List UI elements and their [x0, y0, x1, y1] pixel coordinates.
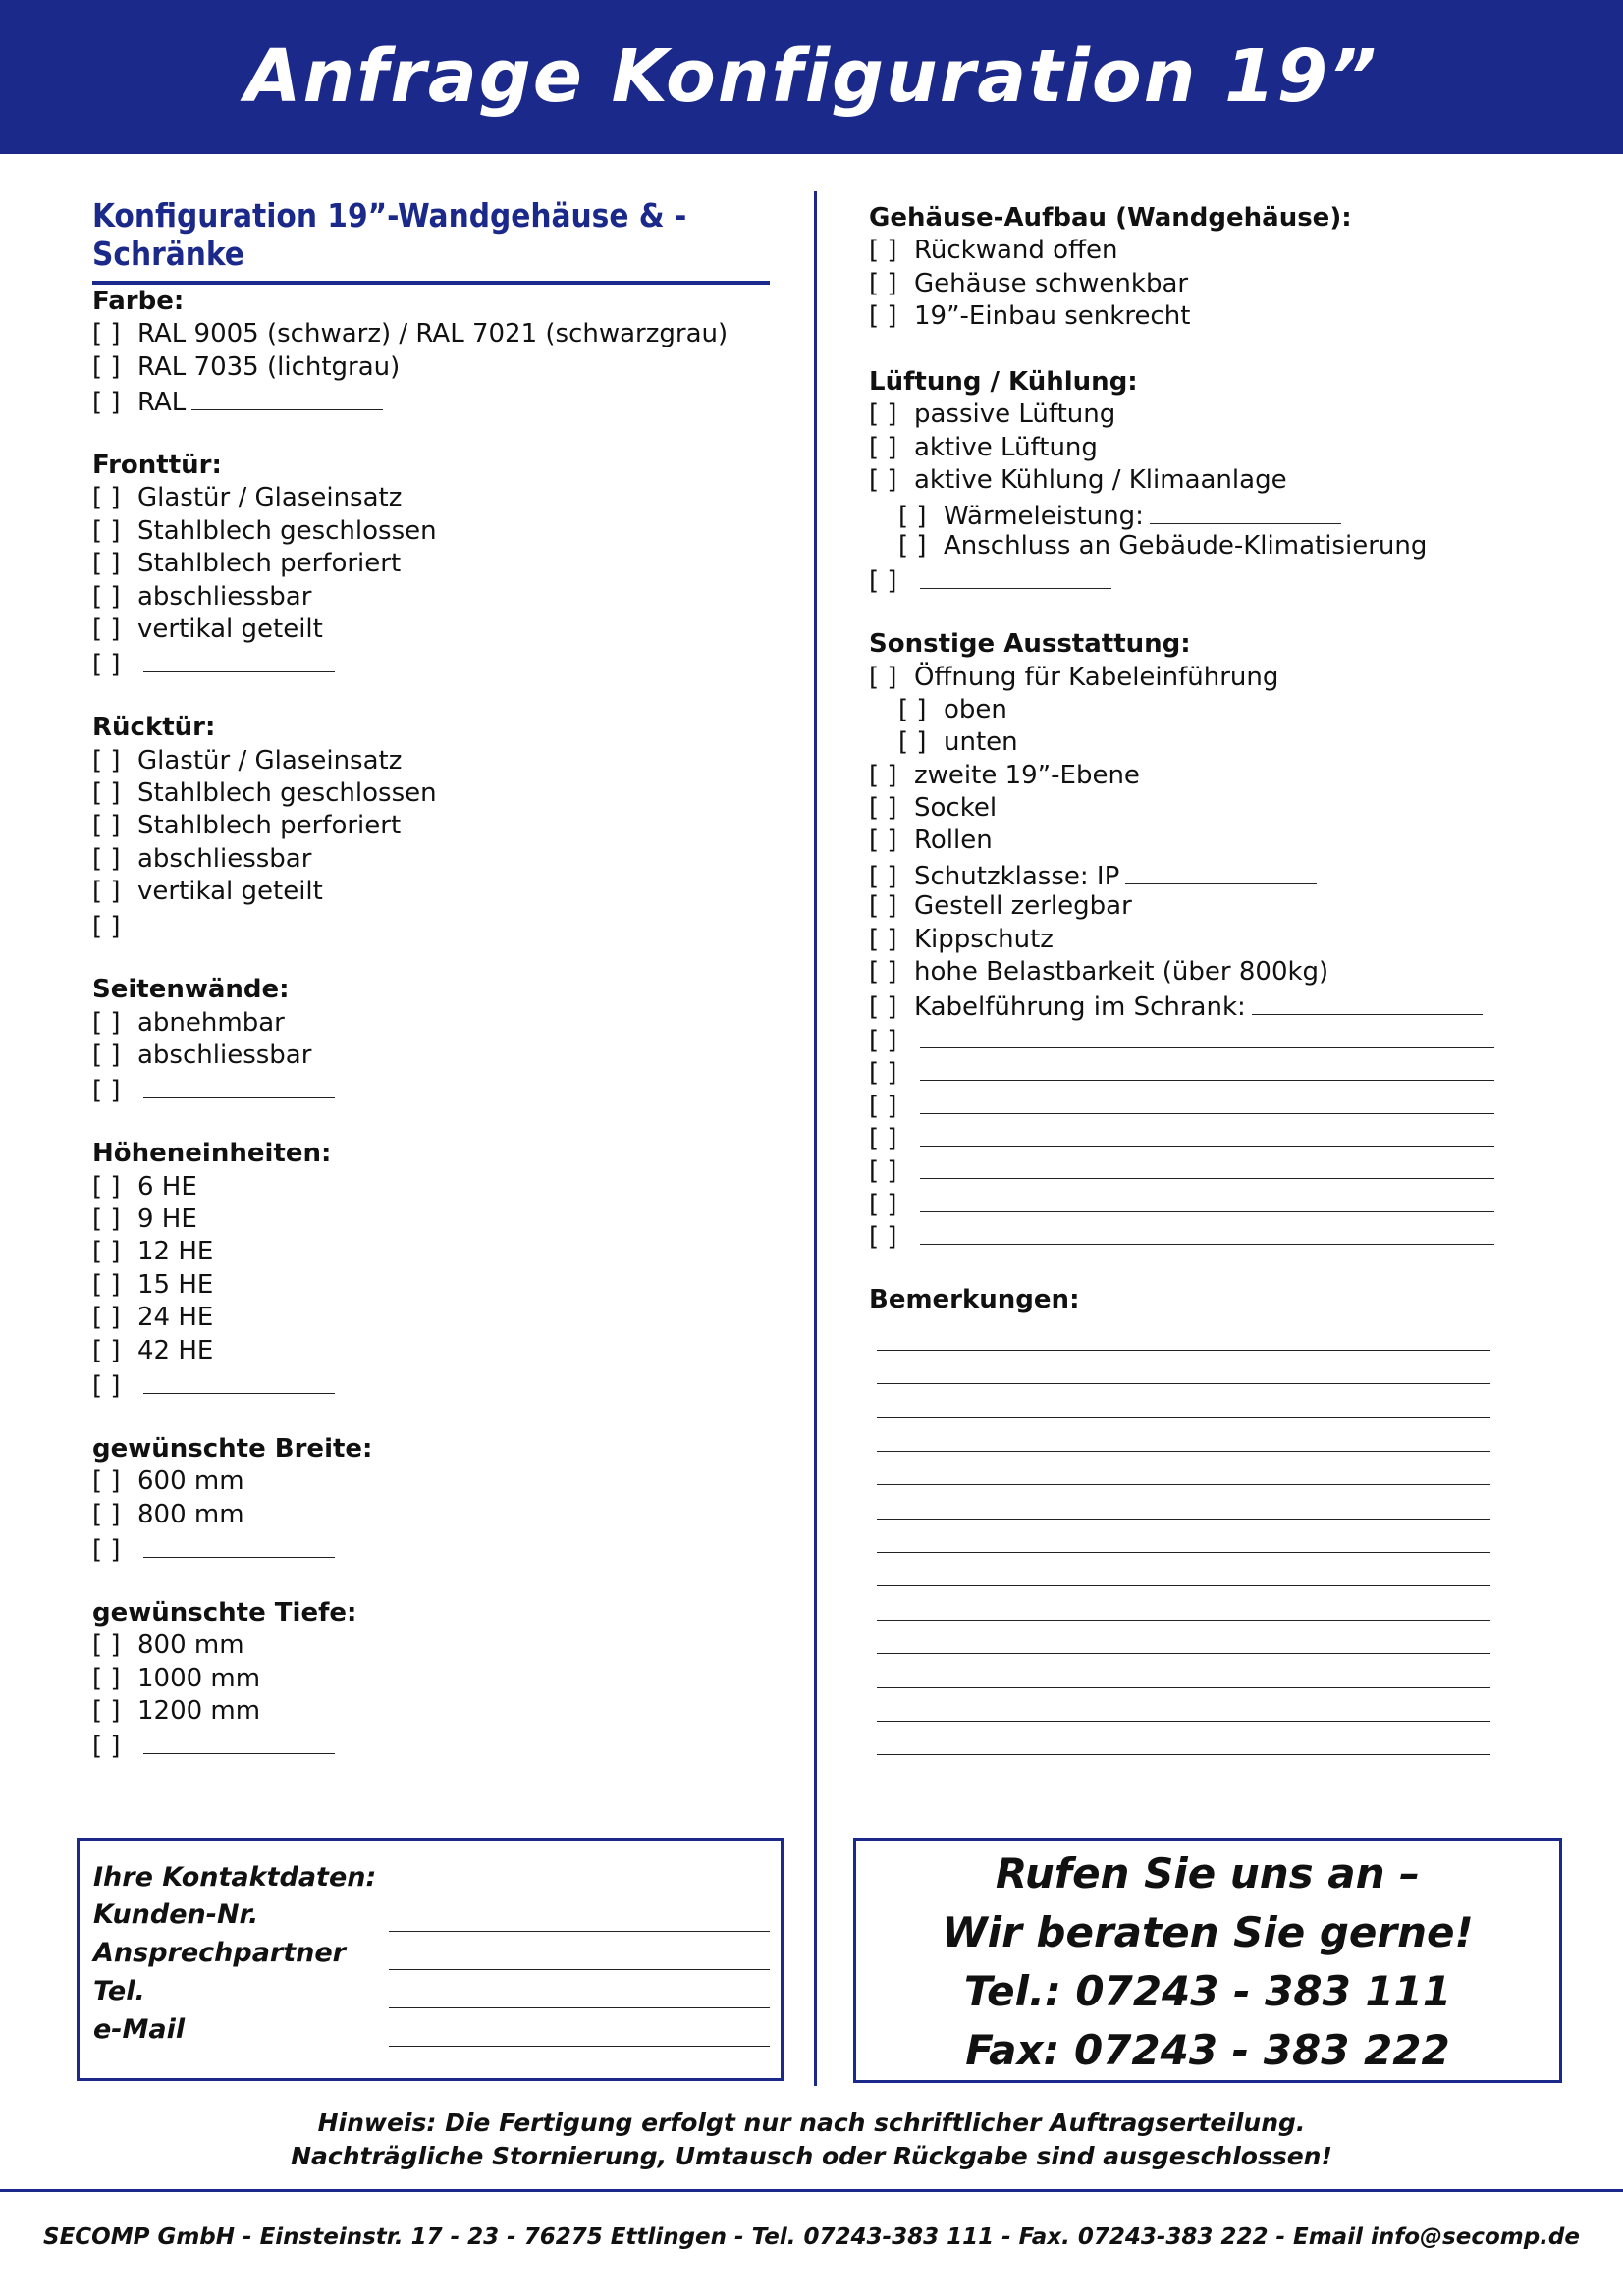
- remarks-line[interactable]: [877, 1722, 1490, 1755]
- checkbox[interactable]: [ ]: [869, 1156, 897, 1187]
- option-label: abschliessbar: [137, 581, 312, 612]
- contact-label-email: e-Mail: [93, 2014, 186, 2045]
- option-label: 19”-Einbau senkrecht: [914, 301, 1191, 332]
- checkbox[interactable]: [ ]: [92, 1269, 121, 1300]
- checkbox[interactable]: [ ]: [869, 662, 897, 692]
- notice-line-2: Nachträgliche Stornierung, Umtausch oder Rückgabe sind ausgeschlossen!: [291, 2142, 1332, 2170]
- option-label: hohe Belastbarkeit (über 800kg): [914, 957, 1329, 988]
- left-group: [92, 974, 780, 1105]
- right-column: [869, 202, 1556, 1789]
- checkbox[interactable]: [ ]: [869, 793, 897, 824]
- option-label: abnehmbar: [137, 1007, 285, 1038]
- contact-heading: Ihre Kontaktdaten:: [93, 1862, 377, 1893]
- left-group: [92, 1597, 780, 1761]
- checkbox-option[interactable]: [92, 843, 780, 876]
- checkbox[interactable]: [ ]: [92, 1335, 121, 1365]
- checkbox[interactable]: [ ]: [92, 745, 121, 775]
- checkbox[interactable]: [ ]: [92, 1171, 121, 1201]
- checkbox[interactable]: [ ]: [92, 483, 121, 513]
- contact-label-phone: Tel.: [93, 1976, 145, 2006]
- remarks-line[interactable]: [877, 1520, 1490, 1553]
- checkbox[interactable]: [ ]: [869, 400, 897, 430]
- call-line-1: Rufen Sie uns an –: [995, 1849, 1421, 1897]
- fill-in-line[interactable]: [920, 1054, 1494, 1081]
- checkbox[interactable]: [ ]: [898, 727, 927, 758]
- fill-in-line[interactable]: [143, 646, 335, 672]
- checkbox[interactable]: [ ]: [92, 1630, 121, 1661]
- fill-in-line[interactable]: [920, 1022, 1494, 1048]
- remarks-line[interactable]: [877, 1351, 1490, 1384]
- checkbox[interactable]: [ ]: [869, 301, 897, 332]
- section-title: Konfiguration 19”-Wandgehäuse & -Schränke: [92, 196, 770, 285]
- remarks-line[interactable]: [877, 1621, 1490, 1654]
- checkbox-option[interactable]: [92, 384, 780, 416]
- checkbox[interactable]: [ ]: [869, 891, 897, 922]
- contact-label-person: Ansprechpartner: [93, 1938, 346, 1968]
- group-heading: Gehäuse-Aufbau (Wandgehäuse):: [869, 203, 1352, 233]
- checkbox[interactable]: [ ]: [92, 877, 121, 907]
- option-label: Stahlblech perforiert: [137, 811, 402, 841]
- remarks-line[interactable]: [877, 1553, 1490, 1586]
- option-label: 6 HE: [137, 1171, 197, 1201]
- group-heading: Fronttür:: [92, 450, 222, 480]
- checkbox[interactable]: [ ]: [92, 1007, 121, 1038]
- checkbox-option[interactable]: [869, 1022, 1556, 1054]
- option-label: Schutzklasse: IP: [914, 861, 1120, 891]
- fill-in-line[interactable]: [920, 1088, 1494, 1114]
- title-banner: [0, 0, 1623, 154]
- checkbox-option[interactable]: [92, 1236, 780, 1268]
- checkbox[interactable]: [ ]: [92, 650, 121, 680]
- checkbox-option[interactable]: [869, 694, 1556, 726]
- remarks-section: [869, 1284, 1556, 1755]
- group-heading: gewünschte Tiefe:: [92, 1597, 357, 1628]
- checkbox-option[interactable]: [92, 646, 780, 678]
- page-title: Anfrage Konfiguration 19”: [244, 34, 1379, 119]
- group-heading: Farbe:: [92, 287, 185, 316]
- remarks-line[interactable]: [877, 1586, 1490, 1620]
- option-label: abschliessbar: [137, 843, 312, 874]
- group-heading: Rücktür:: [92, 713, 216, 743]
- checkbox-option[interactable]: [92, 1335, 780, 1367]
- option-label: Rückwand offen: [914, 236, 1118, 266]
- checkbox-option[interactable]: [92, 745, 780, 777]
- checkbox[interactable]: [ ]: [92, 319, 121, 349]
- left-group: [92, 286, 780, 417]
- checkbox-option[interactable]: [92, 1007, 780, 1040]
- fill-in-line[interactable]: [920, 1120, 1494, 1147]
- checkbox-option[interactable]: [869, 300, 1556, 333]
- remarks-line[interactable]: [877, 1316, 1490, 1350]
- checkbox-option[interactable]: [92, 1728, 780, 1760]
- checkbox[interactable]: [ ]: [92, 1663, 121, 1693]
- checkbox[interactable]: [ ]: [898, 501, 927, 531]
- left-group: [92, 1138, 780, 1400]
- checkbox-option[interactable]: [869, 432, 1556, 464]
- fill-in-line[interactable]: [920, 1218, 1494, 1245]
- call-us-box: [853, 1838, 1562, 2083]
- checkbox-option[interactable]: [869, 1088, 1556, 1120]
- checkbox[interactable]: [ ]: [92, 843, 121, 874]
- checkbox[interactable]: [ ]: [92, 1370, 121, 1401]
- checkbox[interactable]: [ ]: [92, 1041, 121, 1071]
- contact-field-phone[interactable]: [389, 2007, 770, 2008]
- checkbox[interactable]: [ ]: [92, 777, 121, 808]
- checkbox[interactable]: [ ]: [869, 826, 897, 856]
- checkbox-option[interactable]: [92, 1663, 780, 1695]
- option-label: Glastür / Glaseinsatz: [137, 483, 403, 513]
- option-label: Gestell zerlegbar: [914, 891, 1132, 922]
- checkbox[interactable]: [ ]: [869, 1189, 897, 1219]
- footer-rule: [0, 2189, 1623, 2192]
- remarks-line[interactable]: [877, 1384, 1490, 1417]
- checkbox[interactable]: [ ]: [869, 1025, 897, 1055]
- checkbox[interactable]: [ ]: [869, 465, 897, 496]
- checkbox-option[interactable]: [869, 726, 1556, 759]
- checkbox[interactable]: [ ]: [869, 236, 897, 266]
- call-fax: Fax: 07243 - 383 222: [965, 2026, 1450, 2074]
- option-label: Stahlblech perforiert: [137, 549, 402, 579]
- option-label: Stahlblech geschlossen: [137, 777, 437, 808]
- fill-in-line[interactable]: [920, 562, 1111, 589]
- left-group: [92, 1433, 780, 1565]
- checkbox-option[interactable]: [92, 548, 780, 580]
- option-label: Rollen: [914, 826, 993, 856]
- column-divider: [814, 191, 817, 2086]
- checkbox[interactable]: [ ]: [869, 957, 897, 988]
- checkbox-option[interactable]: [869, 890, 1556, 923]
- checkbox-option[interactable]: [869, 792, 1556, 825]
- checkbox[interactable]: [ ]: [92, 351, 121, 382]
- checkbox-option[interactable]: [869, 498, 1556, 530]
- remarks-line[interactable]: [877, 1485, 1490, 1519]
- checkbox-option[interactable]: [869, 988, 1556, 1021]
- option-label: 1200 mm: [137, 1695, 261, 1726]
- option-label: Kippschutz: [914, 924, 1054, 954]
- option-label: Öffnung für Kabeleinführung: [914, 662, 1279, 692]
- checkbox[interactable]: [ ]: [869, 566, 897, 597]
- checkbox[interactable]: [ ]: [92, 1303, 121, 1333]
- checkbox-option[interactable]: [92, 777, 780, 810]
- option-label: Gehäuse schwenkbar: [914, 268, 1189, 298]
- option-label: Kabelführung im Schrank:: [914, 992, 1246, 1023]
- checkbox[interactable]: [ ]: [869, 861, 897, 891]
- remarks-heading: Bemerkungen:: [869, 1284, 1080, 1314]
- option-label: 42 HE: [137, 1335, 214, 1365]
- right-group: [869, 366, 1556, 596]
- checkbox[interactable]: [ ]: [869, 1058, 897, 1089]
- checkbox[interactable]: [ ]: [869, 1123, 897, 1153]
- option-label: unten: [944, 727, 1018, 758]
- checkbox-option[interactable]: [869, 399, 1556, 431]
- checkbox-option[interactable]: [869, 956, 1556, 988]
- option-label: Sockel: [914, 793, 998, 824]
- checkbox-option[interactable]: [92, 1695, 780, 1728]
- checkbox-option[interactable]: [869, 1152, 1556, 1185]
- right-group: [869, 628, 1556, 1251]
- option-label: Stahlblech geschlossen: [137, 515, 437, 546]
- checkbox-option[interactable]: [92, 1466, 780, 1498]
- option-label: vertikal geteilt: [137, 877, 323, 907]
- fill-in-line[interactable]: [143, 1531, 335, 1558]
- checkbox-option[interactable]: [869, 1054, 1556, 1087]
- checkbox[interactable]: [ ]: [92, 549, 121, 579]
- checkbox[interactable]: [ ]: [869, 1091, 897, 1121]
- checkbox[interactable]: [ ]: [92, 1204, 121, 1235]
- fill-in-line[interactable]: [143, 1072, 335, 1098]
- checkbox[interactable]: [ ]: [898, 694, 927, 724]
- checkbox-option[interactable]: [92, 1531, 780, 1564]
- checkbox[interactable]: [ ]: [92, 1499, 121, 1529]
- fill-in-line[interactable]: [920, 1152, 1494, 1179]
- remarks-line[interactable]: [877, 1452, 1490, 1485]
- checkbox-option[interactable]: [92, 810, 780, 842]
- option-label: 15 HE: [137, 1269, 214, 1300]
- call-line-2: Wir beraten Sie gerne!: [942, 1908, 1474, 1956]
- group-heading: gewünschte Breite:: [92, 1433, 373, 1464]
- checkbox-option[interactable]: [92, 1367, 780, 1400]
- checkbox[interactable]: [ ]: [869, 992, 897, 1023]
- checkbox-option[interactable]: [92, 1629, 780, 1662]
- fill-in-line[interactable]: [1125, 858, 1317, 884]
- remarks-line[interactable]: [877, 1418, 1490, 1452]
- option-label: oben: [944, 694, 1007, 724]
- group-heading: Sonstige Ausstattung:: [869, 629, 1191, 660]
- checkbox-option[interactable]: [92, 1072, 780, 1104]
- fill-in-line[interactable]: [143, 1367, 335, 1394]
- checkbox[interactable]: [ ]: [869, 268, 897, 298]
- checkbox[interactable]: [ ]: [92, 1467, 121, 1497]
- option-label: 800 mm: [137, 1630, 244, 1661]
- checkbox-option[interactable]: [92, 515, 780, 548]
- option-label: 800 mm: [137, 1499, 244, 1529]
- fill-in-line[interactable]: [191, 384, 383, 410]
- option-label: RAL 7035 (lichtgrau): [137, 351, 401, 382]
- checkbox-option[interactable]: [92, 1203, 780, 1236]
- contact-label-customer-no: Kunden-Nr.: [93, 1899, 259, 1930]
- checkbox[interactable]: [ ]: [92, 1695, 121, 1726]
- checkbox-option[interactable]: [869, 530, 1556, 562]
- left-column: [92, 286, 780, 1793]
- option-label: Glastür / Glaseinsatz: [137, 745, 403, 775]
- option-label: RAL 9005 (schwarz) / RAL 7021 (schwarzgrau): [137, 319, 729, 349]
- checkbox[interactable]: [ ]: [92, 1237, 121, 1267]
- checkbox[interactable]: [ ]: [92, 581, 121, 612]
- option-label: vertikal geteilt: [137, 614, 323, 644]
- checkbox-option[interactable]: [869, 1218, 1556, 1251]
- checkbox-option[interactable]: [92, 1302, 780, 1334]
- fill-in-line[interactable]: [1252, 988, 1483, 1015]
- checkbox-option[interactable]: [92, 1269, 780, 1302]
- group-heading: Höheneinheiten:: [92, 1139, 332, 1169]
- checkbox[interactable]: [ ]: [92, 614, 121, 644]
- checkbox-option[interactable]: [92, 318, 780, 350]
- option-label: abschliessbar: [137, 1041, 312, 1071]
- option-label: Anschluss an Gebäude-Klimatisierung: [944, 530, 1428, 561]
- option-label: 9 HE: [137, 1204, 197, 1235]
- checkbox[interactable]: [ ]: [92, 515, 121, 546]
- checkbox[interactable]: [ ]: [898, 530, 927, 561]
- checkbox-option[interactable]: [92, 1040, 780, 1072]
- checkbox-option[interactable]: [869, 268, 1556, 300]
- remarks-line[interactable]: [877, 1654, 1490, 1687]
- remarks-line[interactable]: [877, 1688, 1490, 1722]
- checkbox-option[interactable]: [869, 825, 1556, 857]
- option-label: RAL: [137, 388, 187, 418]
- group-heading: Lüftung / Kühlung:: [869, 366, 1138, 397]
- option-label: zweite 19”-Ebene: [914, 760, 1140, 790]
- checkbox-option[interactable]: [92, 614, 780, 646]
- left-group: [92, 450, 780, 679]
- contact-field-email[interactable]: [389, 2046, 770, 2047]
- checkbox[interactable]: [ ]: [869, 924, 897, 954]
- checkbox-option[interactable]: [92, 351, 780, 384]
- checkbox-option[interactable]: [869, 464, 1556, 497]
- checkbox-option[interactable]: [869, 235, 1556, 267]
- checkbox-option[interactable]: [869, 760, 1556, 792]
- checkbox[interactable]: [ ]: [869, 760, 897, 790]
- option-label: aktive Lüftung: [914, 432, 1098, 462]
- right-group: [869, 202, 1556, 334]
- footer-address: SECOMP GmbH - Einsteinstr. 17 - 23 - 76275 Ettlingen - Tel. 07243-383 111 - Fax. 07243-383 222 - Email info@secomp.de: [43, 2224, 1580, 2250]
- checkbox[interactable]: [ ]: [869, 432, 897, 462]
- checkbox-option[interactable]: [92, 1499, 780, 1531]
- contact-box: [77, 1838, 784, 2081]
- checkbox[interactable]: [ ]: [92, 912, 121, 942]
- left-group: [92, 712, 780, 941]
- fill-in-line[interactable]: [920, 1186, 1494, 1212]
- option-label: aktive Kühlung / Klimaanlage: [914, 465, 1287, 496]
- checkbox-option[interactable]: [869, 662, 1556, 694]
- option-label: 24 HE: [137, 1303, 214, 1333]
- option-label: 12 HE: [137, 1237, 214, 1267]
- checkbox[interactable]: [ ]: [92, 1732, 121, 1762]
- checkbox-option[interactable]: [92, 581, 780, 614]
- fill-in-line[interactable]: [143, 908, 335, 934]
- fill-in-line[interactable]: [143, 1728, 335, 1754]
- checkbox[interactable]: [ ]: [92, 1534, 121, 1565]
- checkbox-option[interactable]: [92, 482, 780, 514]
- fill-in-line[interactable]: [1150, 498, 1341, 524]
- checkbox-option[interactable]: [869, 924, 1556, 956]
- checkbox[interactable]: [ ]: [869, 1222, 897, 1253]
- contact-field-person[interactable]: [389, 1969, 770, 1970]
- checkbox-option[interactable]: [92, 1171, 780, 1203]
- checkbox[interactable]: [ ]: [92, 388, 121, 418]
- checkbox-option[interactable]: [869, 562, 1556, 595]
- checkbox-option[interactable]: [92, 876, 780, 908]
- group-heading: Seitenwände:: [92, 975, 290, 1005]
- checkbox[interactable]: [ ]: [92, 811, 121, 841]
- option-label: passive Lüftung: [914, 400, 1116, 430]
- contact-field-customer-no[interactable]: [389, 1931, 770, 1932]
- checkbox-option[interactable]: [869, 858, 1556, 890]
- notice-line-1: Hinweis: Die Fertigung erfolgt nur nach schriftlicher Auftragserteilung.: [317, 2109, 1306, 2137]
- option-label: Wärmeleistung:: [944, 501, 1144, 531]
- option-label: 600 mm: [137, 1467, 244, 1497]
- checkbox[interactable]: [ ]: [92, 1076, 121, 1106]
- checkbox-option[interactable]: [869, 1186, 1556, 1218]
- checkbox-option[interactable]: [869, 1120, 1556, 1152]
- checkbox-option[interactable]: [92, 908, 780, 940]
- option-label: 1000 mm: [137, 1663, 261, 1693]
- call-phone: Tel.: 07243 - 383 111: [963, 1967, 1452, 2015]
